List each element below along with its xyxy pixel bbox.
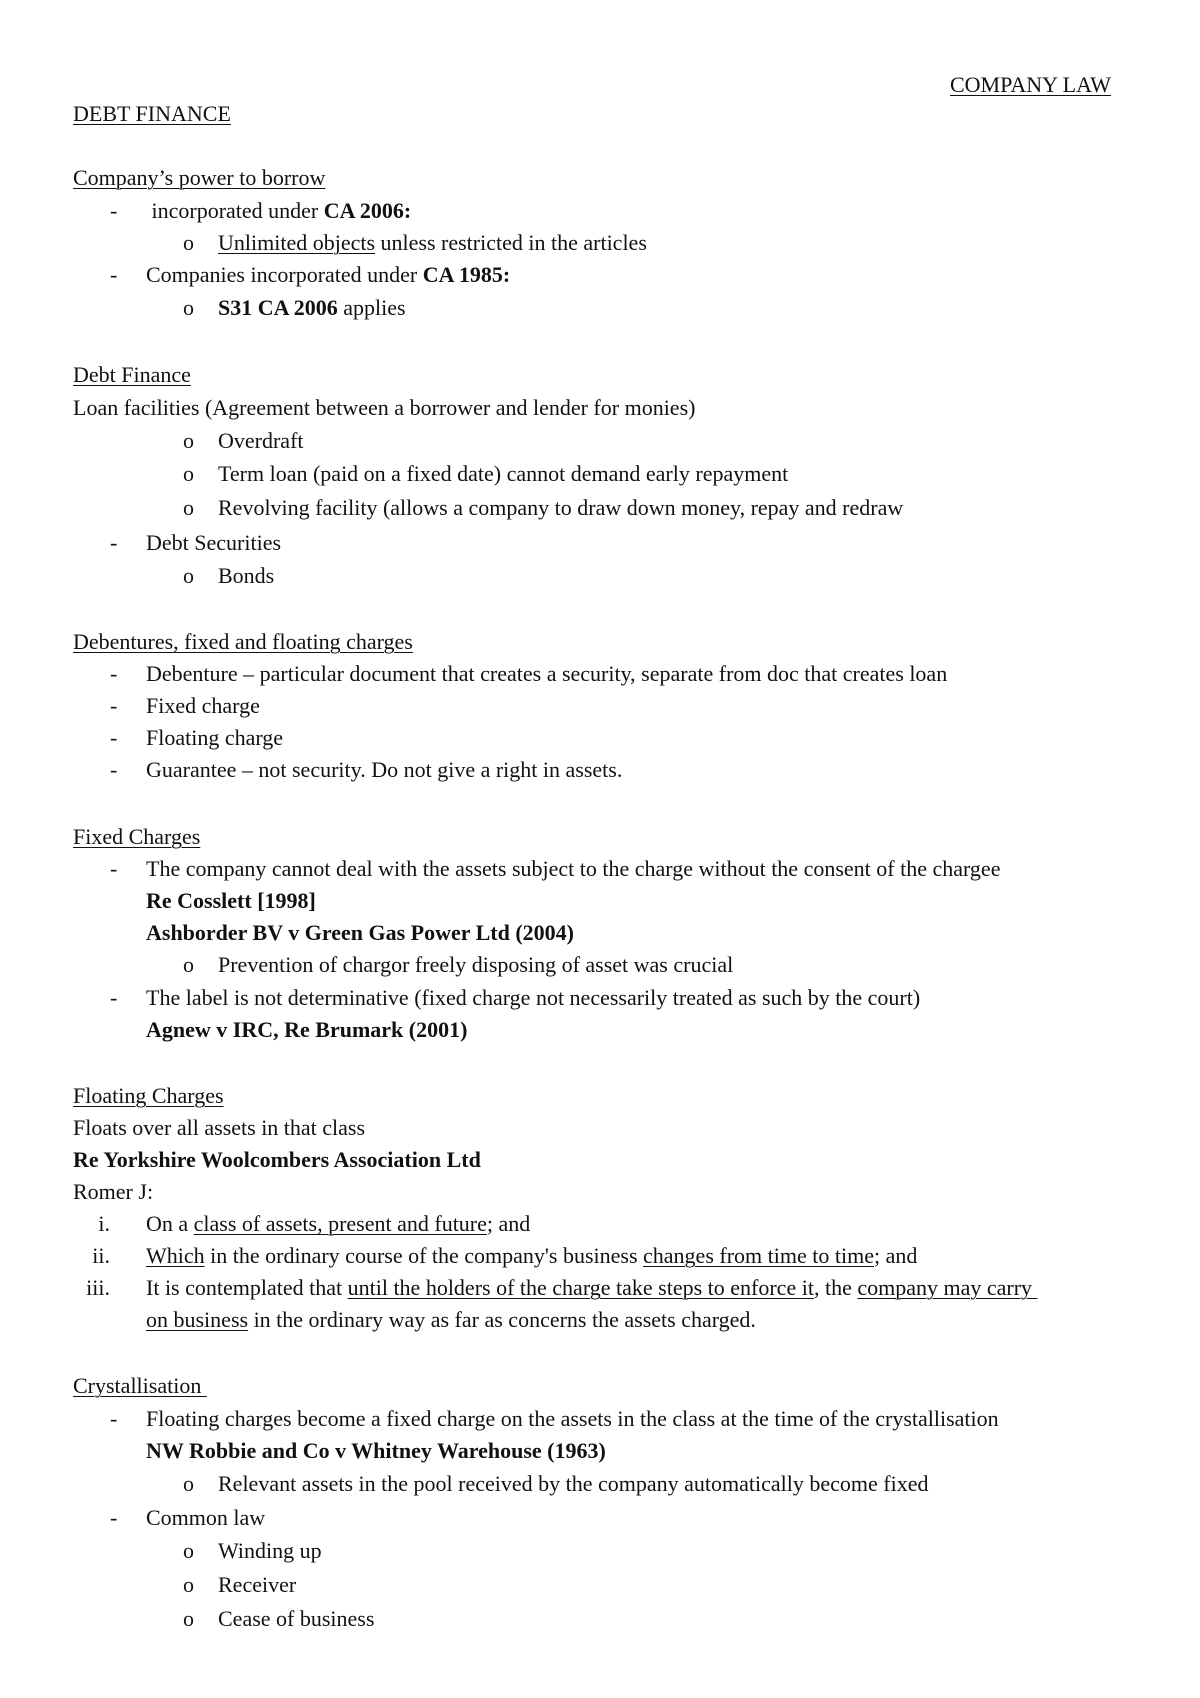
list-item: Floating charge [146,725,284,750]
list-subitem: Winding up [218,1538,322,1563]
dash-marker: - [110,198,118,223]
list-subitem: Relevant assets in the pool received by the company automatically become fixed [218,1471,929,1496]
bullet-marker: o [183,563,194,588]
section-heading-crystallisation: Crystallisation [73,1373,207,1398]
list-subitem: Cease of business [218,1606,375,1631]
section-heading-debentures: Debentures, fixed and floating charges [73,629,413,654]
bullet-marker: o [183,495,194,520]
dash-marker: - [110,985,118,1010]
emphasis-text: on business [146,1307,249,1332]
dash-marker: - [110,757,118,782]
item-text: ; and [486,1211,531,1236]
section-heading-debt-finance: Debt Finance [73,362,191,387]
dash-marker: - [110,693,118,718]
dash-marker: - [110,725,118,750]
item-text: applies [337,295,406,320]
bullet-marker: o [183,1471,194,1496]
dash-marker: - [110,661,118,686]
list-subitem: Prevention of chargor freely disposing of asset was crucial [218,952,734,977]
bullet-marker: o [183,230,194,255]
dash-marker: - [110,856,118,881]
list-item: Debenture – particular document that creates a security, separate from doc that creates loan [146,661,948,686]
emphasis-text: until the holders of the charge take steps to enforce it [347,1275,814,1300]
emphasis-text: Unlimited objects [218,230,376,255]
case-reference: Re Yorkshire Woolcombers Association Ltd [73,1147,481,1172]
list-item [146,262,510,288]
list-subitem: Receiver [218,1572,297,1597]
item-text: incorporated under [146,198,324,223]
statute-reference: S31 CA 2006 [218,295,338,320]
criterion-item [146,1275,1038,1301]
case-reference: NW Robbie and Co v Whitney Warehouse (1963) [146,1438,606,1463]
bullet-marker: o [183,952,194,977]
list-item: Common law [146,1505,266,1530]
list-item: Fixed charge [146,693,260,718]
list-subitem: Revolving facility (allows a company to draw down money, repay and redraw [218,495,904,520]
case-reference: Agnew v IRC, Re Brumark (2001) [146,1017,468,1042]
section-intro: Floats over all assets in that class [73,1115,366,1140]
emphasis-text: Which [146,1243,205,1268]
item-text: in the ordinary course of the company's business [204,1243,644,1268]
list-subitem [218,295,406,321]
statute-reference: CA 2006: [323,198,412,223]
list-subitem: Overdraft [218,428,304,453]
list-subitem [218,230,647,256]
item-text: It is contemplated that [146,1275,348,1300]
criterion-item [146,1243,917,1269]
bullet-marker: o [183,1606,194,1631]
dash-marker: - [110,1406,118,1431]
dash-marker: - [110,530,118,555]
criterion-item-continued [146,1307,756,1333]
list-item [146,198,411,224]
bullet-marker: o [183,1572,194,1597]
bullet-marker: o [183,1538,194,1563]
list-subitem: Bonds [218,563,275,588]
page-title: DEBT FINANCE [73,101,231,126]
emphasis-text: class of assets, present and future [193,1211,487,1236]
dash-marker: - [110,262,118,287]
numeral-marker: iii. [86,1275,110,1300]
judge-name: Romer J: [73,1179,154,1204]
list-item: The company cannot deal with the assets subject to the charge without the consent of the chargee [146,856,1001,881]
statute-reference: CA 1985: [422,262,511,287]
case-reference: Ashborder BV v Green Gas Power Ltd (2004) [146,920,574,945]
case-reference: Re Cosslett [1998] [146,888,316,913]
list-item: Debt Securities [146,530,282,555]
criterion-item [146,1211,530,1237]
item-text: ; and [873,1243,918,1268]
bullet-marker: o [183,461,194,486]
section-heading-fixed-charges: Fixed Charges [73,824,201,849]
section-intro: Loan facilities (Agreement between a borrower and lender for monies) [73,395,696,420]
course-title: COMPANY LAW [950,72,1112,97]
emphasis-text: company may carry [857,1275,1038,1300]
bullet-marker: o [183,428,194,453]
list-item: Floating charges become a fixed charge on the assets in the class at the time of the crystallisation [146,1406,999,1431]
dash-marker: - [110,1505,118,1530]
item-text: , the [813,1275,858,1300]
bullet-marker: o [183,295,194,320]
item-text: On a [146,1211,194,1236]
item-text: Companies incorporated under [146,262,423,287]
list-subitem: Term loan (paid on a fixed date) cannot demand early repayment [218,461,789,486]
item-text: unless restricted in the articles [375,230,647,255]
list-item: Guarantee – not security. Do not give a right in assets. [146,757,623,782]
emphasis-text: changes from time to time [643,1243,874,1268]
numeral-marker: i. [98,1211,110,1236]
section-heading-power: Company’s power to borrow [73,165,326,190]
numeral-marker: ii. [92,1243,110,1268]
section-heading-floating-charges: Floating Charges [73,1083,224,1108]
list-item: The label is not determinative (fixed charge not necessarily treated as such by the court) [146,985,921,1010]
item-text: in the ordinary way as far as concerns the assets charged. [248,1307,756,1332]
